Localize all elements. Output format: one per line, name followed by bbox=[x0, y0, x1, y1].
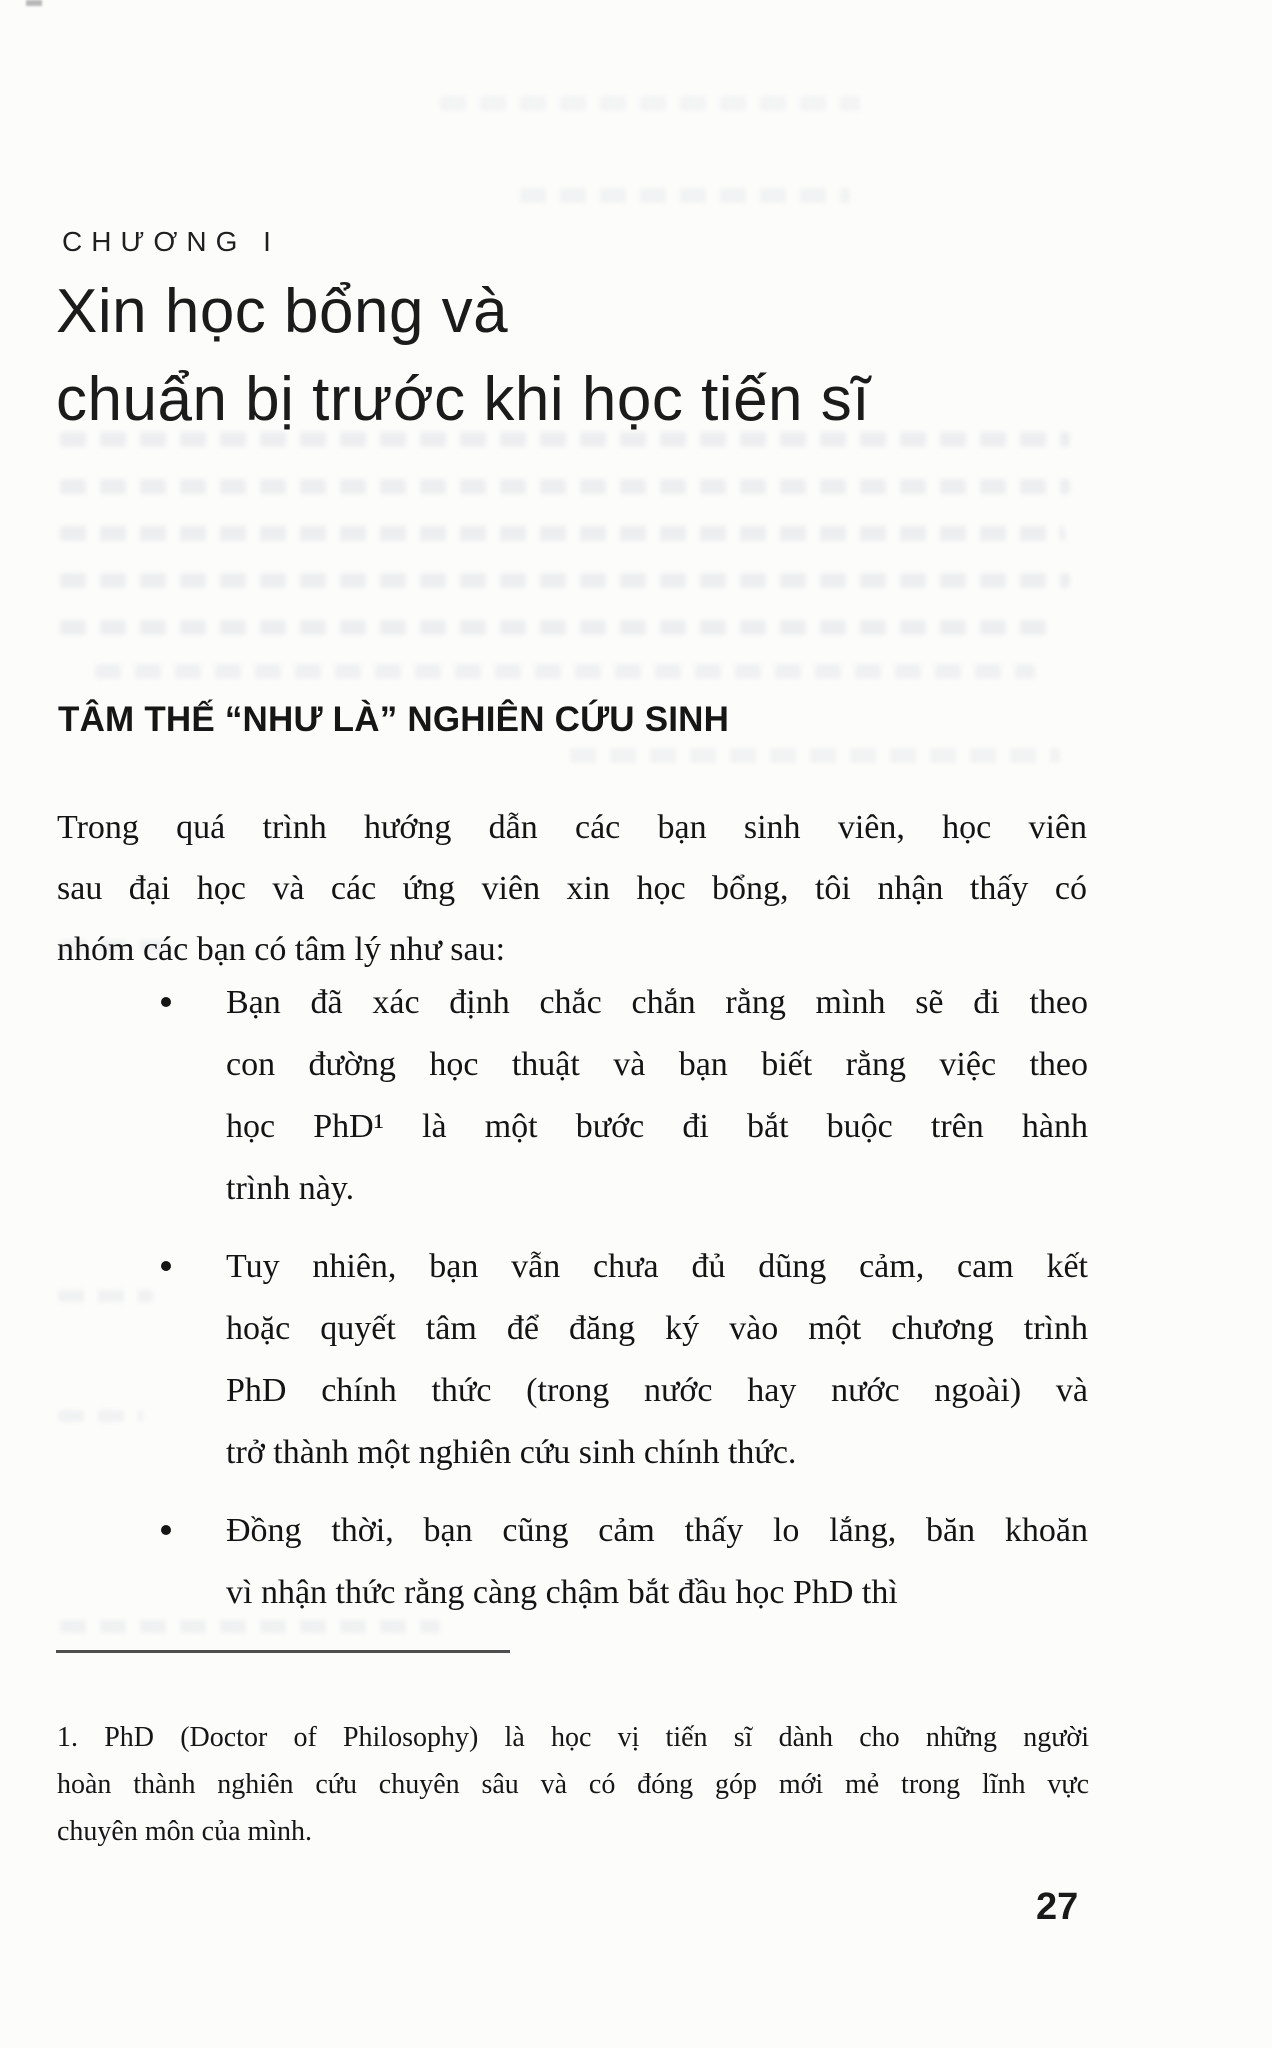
section-heading: TÂM THẾ “NHƯ LÀ” NGHIÊN CỨU SINH bbox=[58, 700, 730, 739]
footnote-line: 1. PhD (Doctor of Philosophy) là học vị tiến sĩ dành cho những người bbox=[57, 1722, 1089, 1753]
bleed-through-artifact bbox=[58, 1410, 143, 1422]
bullet-line: Bạn đã xác định chắc chắn rằng mình sẽ đi theo bbox=[226, 984, 1088, 1021]
bullet-line: Đồng thời, bạn cũng cảm thấy lo lắng, băn khoăn bbox=[226, 1512, 1088, 1549]
scan-artifact bbox=[26, 0, 42, 6]
intro-line: nhóm các bạn có tâm lý như sau: bbox=[57, 931, 506, 968]
bleed-through-artifact bbox=[58, 1290, 153, 1302]
bleed-through-artifact bbox=[570, 748, 1060, 763]
bleed-through-artifact bbox=[60, 526, 1065, 541]
footnote bbox=[57, 1714, 1089, 1855]
bullet-dot bbox=[161, 1525, 171, 1535]
intro-line: sau đại học và các ứng viên xin học bổng, tôi nhận thấy có bbox=[57, 870, 1087, 907]
bullet-item bbox=[160, 1236, 1088, 1484]
bullet-line: trở thành một nghiên cứu sinh chính thức. bbox=[226, 1434, 797, 1471]
bleed-through-artifact bbox=[60, 620, 1060, 635]
bullet-line: Tuy nhiên, bạn vẫn chưa đủ dũng cảm, cam kết bbox=[226, 1248, 1088, 1285]
bleed-through-artifact bbox=[95, 664, 1035, 679]
chapter-title bbox=[56, 268, 870, 444]
bullet-item bbox=[160, 1500, 1088, 1624]
bullet-list bbox=[160, 972, 1088, 1640]
bullet-line: học PhD¹ là một bước đi bắt buộc trên hành bbox=[226, 1108, 1088, 1145]
bleed-through-artifact bbox=[520, 188, 850, 203]
footnote-line: hoàn thành nghiên cứu chuyên sâu và có đóng góp mới mẻ trong lĩnh vực bbox=[57, 1769, 1089, 1800]
intro-paragraph bbox=[57, 797, 1087, 980]
bleed-through-artifact bbox=[60, 573, 1070, 588]
bullet-line: PhD chính thức (trong nước hay nước ngoài) và bbox=[226, 1372, 1088, 1409]
chapter-title-line2: chuẩn bị trước khi học tiến sĩ bbox=[56, 365, 870, 434]
chapter-label: CHƯƠNG I bbox=[62, 226, 280, 257]
bullet-line: vì nhận thức rằng càng chậm bắt đầu học PhD thì bbox=[226, 1574, 898, 1611]
footnote-divider bbox=[56, 1650, 510, 1653]
bleed-through-artifact bbox=[60, 479, 1070, 494]
intro-line: Trong quá trình hướng dẫn các bạn sinh viên, học viên bbox=[57, 809, 1087, 846]
page-number: 27 bbox=[1036, 1886, 1079, 1928]
bleed-through-artifact bbox=[440, 96, 860, 111]
chapter-title-line1: Xin học bổng và bbox=[56, 277, 509, 346]
bullet-dot bbox=[161, 1261, 171, 1271]
bullet-dot bbox=[161, 997, 171, 1007]
bullet-item bbox=[160, 972, 1088, 1220]
bullet-line: con đường học thuật và bạn biết rằng việc theo bbox=[226, 1046, 1088, 1083]
bullet-line: trình này. bbox=[226, 1170, 355, 1207]
bullet-line: hoặc quyết tâm để đăng ký vào một chương trình bbox=[226, 1310, 1088, 1347]
footnote-line: chuyên môn của mình. bbox=[57, 1816, 313, 1847]
